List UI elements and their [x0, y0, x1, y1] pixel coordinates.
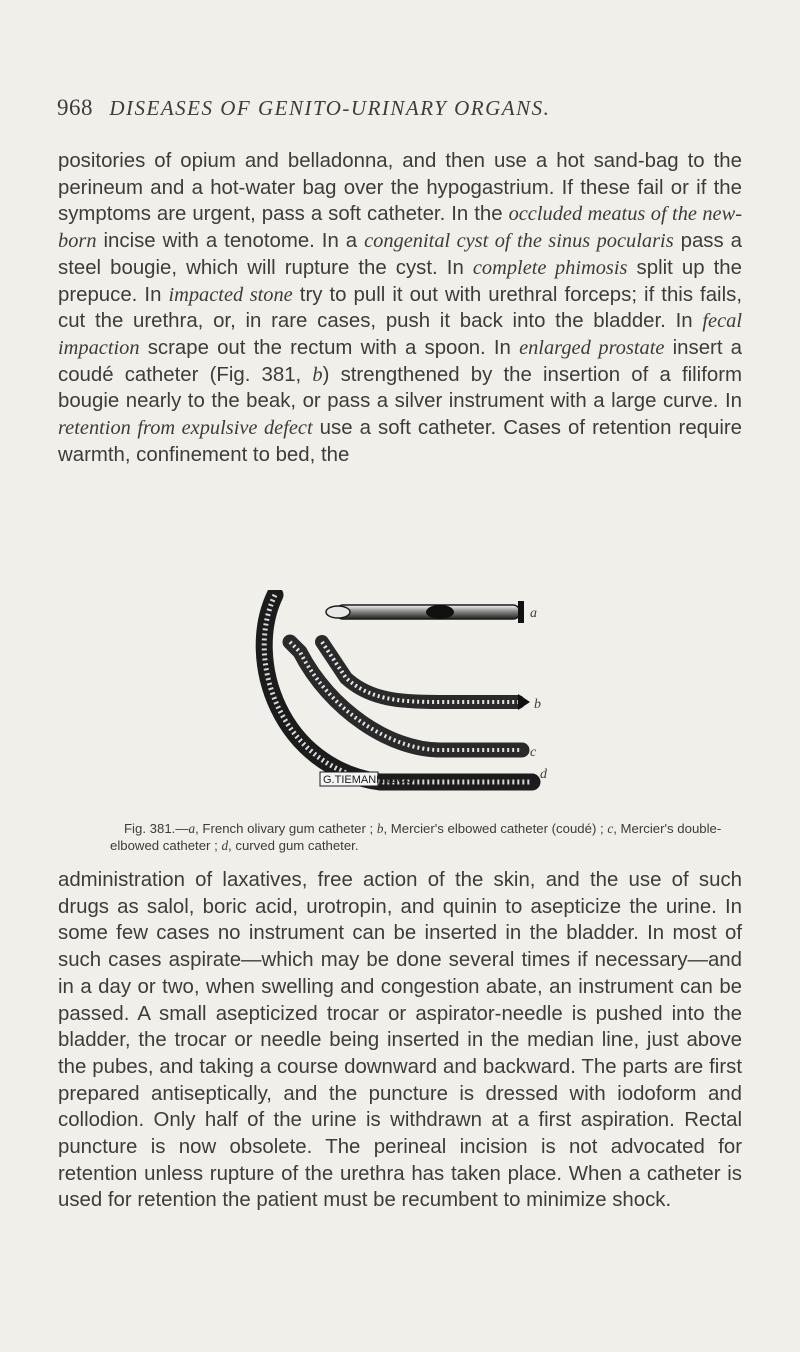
label-a: a	[530, 606, 537, 621]
label-b: b	[534, 697, 541, 712]
italic-term: occluded meatus of the new-born	[58, 203, 742, 253]
label-d: d	[540, 767, 547, 782]
running-title: DISEASES OF GENITO-URINARY ORGANS.	[109, 96, 551, 120]
running-header	[57, 95, 747, 121]
catheter-b	[322, 642, 518, 702]
catheter-illustration	[240, 590, 560, 805]
italic-term: impacted stone	[168, 283, 293, 306]
page-number: 968	[57, 95, 93, 120]
caption-letter: c	[607, 821, 614, 836]
text-run: use a soft catheter. Cases of retention require warmth, confinement to bed, the	[58, 417, 742, 466]
text-run: incise with a tenotome. In a	[96, 230, 365, 253]
italic-term: complete phimosis	[472, 256, 628, 279]
caption-text: Fig. 381.—	[124, 821, 189, 836]
caption-text: , French olivary gum catheter ;	[195, 821, 377, 836]
italic-term: enlarged prostate	[519, 336, 665, 359]
maker-stamp: G.TIEMANN & CO.	[323, 774, 418, 786]
catheter-figure	[240, 590, 560, 805]
italic-term: congenital cyst of the sinus pocularis	[364, 230, 674, 253]
caption-letter: a	[188, 821, 196, 836]
text-run: scrape out the rectum with a spoon. In	[139, 336, 520, 359]
paragraph-1	[58, 148, 742, 468]
text-run: pass a steel bougie, which will rupture the cyst. In	[58, 230, 742, 279]
figure-caption	[110, 820, 750, 854]
italic-term: b	[312, 363, 323, 386]
italic-term: retention from expulsive defect	[58, 417, 313, 440]
caption-text: , curved gum catheter.	[228, 838, 359, 853]
caption-text: , Mercier's elbowed catheter (coudé) ;	[383, 821, 608, 836]
text-run: try to pull it out with urethral forceps; if this fails, cut the urethra, or, in rare cases, push it back into the bladder. In	[58, 283, 742, 333]
paragraph-2: administration of laxatives, free action of the skin, and the use of such drugs as salol, boric acid, urotropin, and quinin to asepticize the urine. In some few cases no instrument can be inserted in the bladder. In most of such cases aspirate—which may be done several times if necessary—and in a day or two, when swelling and congestion abate, an instrument can be passed. A small asepticized trocar or aspirator-needle is pushed into the bladder, the trocar or needle being inserted in the median line, just above the pubes, and taking a course downward and backward. The parts are first prepared antiseptically, and the puncture is dressed with iodoform and collodion. Only half of the urine is withdrawn at a first aspiration. Rectal puncture is now obsolete. The perineal incision is not advocated for retention unless rupture of the urethra has taken place. When a catheter is used for retention the patient must be recumbent to minimize shock.	[58, 869, 742, 1212]
italic-term: fecal impaction	[58, 310, 742, 359]
label-c: c	[530, 745, 537, 760]
text-run: split up the prepuce. In	[58, 256, 742, 306]
text-run: ) strengthened by the insertion of a filiform bougie nearly to the beak, or pass a silver instrument with a large curve. In	[58, 363, 742, 413]
caption-letter: d	[221, 838, 229, 853]
text-run: positories of opium and belladonna, and then use a hot sand-bag to the perineum and a hot-water bag over the hypogastrium. If these fail or if the symptoms are urgent, pass a soft catheter. In the	[58, 150, 742, 226]
text-run: insert a coudé catheter (Fig. 381,	[58, 336, 742, 386]
caption-text: , Mercier's double-elbowed catheter ;	[110, 821, 722, 853]
caption-letter: b	[376, 821, 384, 836]
